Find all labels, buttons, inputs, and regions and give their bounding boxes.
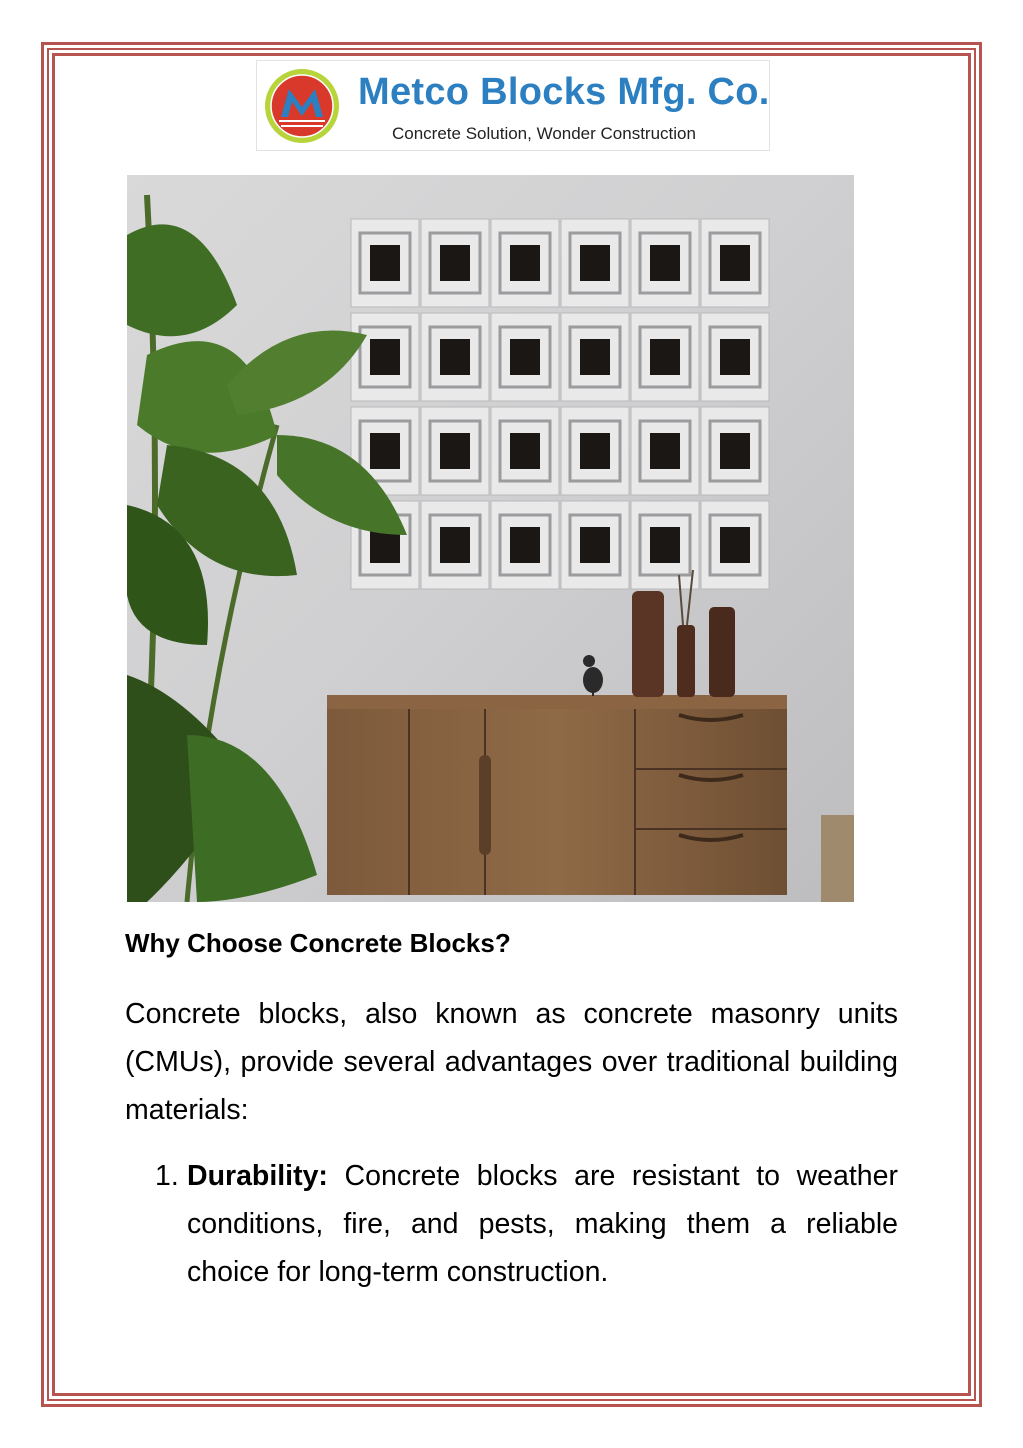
breeze-block <box>561 407 629 495</box>
list-item <box>125 1152 898 1296</box>
breeze-block <box>561 219 629 307</box>
breeze-block <box>631 219 699 307</box>
breeze-block <box>491 501 559 589</box>
breeze-block <box>491 219 559 307</box>
company-name: Metco Blocks Mfg. Co. <box>358 71 770 113</box>
product-photo <box>127 175 854 902</box>
breeze-block <box>421 407 489 495</box>
breeze-block <box>631 313 699 401</box>
metco-emblem-icon <box>263 67 341 145</box>
advantages-list <box>125 1152 898 1296</box>
breeze-block <box>421 313 489 401</box>
breeze-block <box>631 501 699 589</box>
intro-paragraph: Concrete blocks, also known as concrete masonry units (CMUs), provide several advantages over traditional building materials: <box>125 998 898 1126</box>
section-heading: Why Choose Concrete Blocks? <box>125 928 511 958</box>
breeze-block <box>701 407 769 495</box>
breeze-block <box>351 219 419 307</box>
breeze-block <box>561 313 629 401</box>
list-item-term: Durability: <box>187 1160 328 1192</box>
breeze-block <box>491 407 559 495</box>
breeze-block <box>351 313 419 401</box>
breeze-block <box>701 501 769 589</box>
breeze-block <box>631 407 699 495</box>
breeze-block <box>701 219 769 307</box>
company-tagline: Concrete Solution, Wonder Construction <box>392 124 696 143</box>
breeze-block <box>561 501 629 589</box>
wooden-sideboard <box>327 695 787 895</box>
breeze-block <box>421 219 489 307</box>
breeze-block <box>421 501 489 589</box>
breeze-block <box>491 313 559 401</box>
list-item-text: Concrete blocks are resistant to weather conditions, fire, and pests, making them a reliable choice for long-term construction. <box>187 1160 898 1288</box>
breeze-block <box>701 313 769 401</box>
list-item-number: 1. <box>155 1160 179 1192</box>
company-logo <box>256 60 770 151</box>
